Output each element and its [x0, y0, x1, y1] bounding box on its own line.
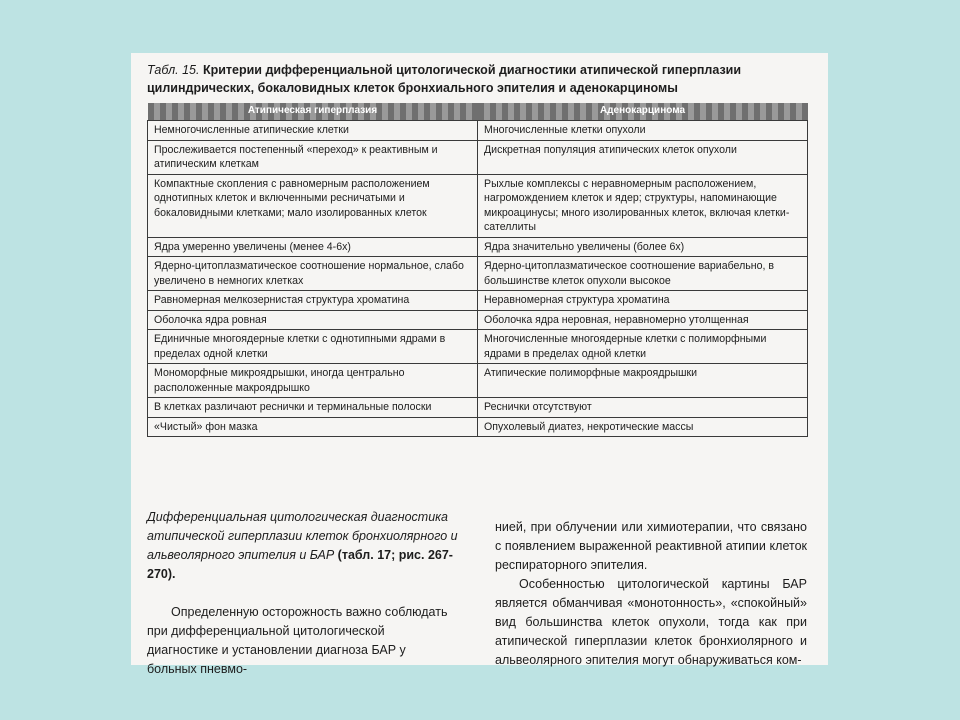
header-atypical-hyperplasia: Атипическая гиперплазия: [148, 103, 478, 121]
cell-atypical-hyperplasia: Немногочисленные атипические клетки: [148, 121, 478, 141]
cell-atypical-hyperplasia: Компактные скопления с равномерным расположением однотипных клеток и включенными ресничатыми и бокаловидными клетками; мало изолированных клеток: [148, 174, 478, 237]
left-column: [147, 508, 459, 679]
scanned-page: [131, 53, 828, 676]
table-row: [148, 398, 808, 418]
cell-adenocarcinoma: Ядра значительно увеличены (более 6х): [478, 237, 808, 257]
cell-adenocarcinoma: Дискретная популяция атипических клеток опухоли: [478, 140, 808, 174]
table-row: [148, 364, 808, 398]
right-column: [495, 518, 807, 670]
table-row: [148, 257, 808, 291]
table-caption: [147, 61, 807, 97]
table-row: [148, 121, 808, 141]
table-row: [148, 174, 808, 237]
table-row: [148, 140, 808, 174]
cell-atypical-hyperplasia: Прослеживается постепенный «переход» к реактивным и атипическим клеткам: [148, 140, 478, 174]
right-paragraph-1: нией, при облучении или химиотерапии, что связано с появлением выраженной реактивной атипии клеток респираторного эпителия.: [495, 520, 807, 572]
cell-atypical-hyperplasia: В клетках различают реснички и терминальные полоски: [148, 398, 478, 418]
table-title: Критерии дифференциальной цитологической диагностики атипической гиперплазии цилиндрических, бокаловидных клеток бронхиального эпителия и аденокарциномы: [147, 63, 742, 95]
cell-adenocarcinoma: Многочисленные клетки опухоли: [478, 121, 808, 141]
table-row: [148, 310, 808, 330]
table-header-row: [148, 103, 808, 121]
criteria-table: [147, 103, 808, 437]
cell-adenocarcinoma: Неравномерная структура хроматина: [478, 291, 808, 311]
header-adenocarcinoma: Аденокарцинома: [478, 103, 808, 121]
right-paragraph-2: Особенностью цитологической картины БАР является обманчивая «монотонность», «спокойный» вид большинства клеток опухоли, тогда как при атипической гиперплазии клеток бронхиолярного и альвеолярного эпителия могут обнаруживаться ком-: [495, 577, 807, 667]
table-row: [148, 330, 808, 364]
cell-adenocarcinoma: Многочисленные многоядерные клетки с полиморфными ядрами в пределах одной клетки: [478, 330, 808, 364]
cell-atypical-hyperplasia: Ядерно-цитоплазматическое соотношение нормальное, слабо увеличено в немногих клетках: [148, 257, 478, 291]
section-heading-reference: (табл. 17; рис. 267-270).: [147, 548, 453, 581]
cell-adenocarcinoma: Реснички отсутствуют: [478, 398, 808, 418]
table-row: [148, 291, 808, 311]
cell-adenocarcinoma: Ядерно-цитоплазматическое соотношение вариабельно, в большинстве клеток опухоли высокое: [478, 257, 808, 291]
cell-adenocarcinoma: Оболочка ядра неровная, неравномерно утолщенная: [478, 310, 808, 330]
table-body: [148, 121, 808, 437]
cell-atypical-hyperplasia: Единичные многоядерные клетки с однотипными ядрами в пределах одной клетки: [148, 330, 478, 364]
cell-atypical-hyperplasia: Мономорфные микроядрышки, иногда центрально расположенные макроядрышко: [148, 364, 478, 398]
cell-atypical-hyperplasia: Ядра умеренно увеличены (менее 4-6х): [148, 237, 478, 257]
section-heading: [147, 508, 459, 584]
cell-atypical-hyperplasia: Равномерная мелкозернистая структура хроматина: [148, 291, 478, 311]
table-label: Табл. 15.: [147, 63, 200, 77]
table-row: [148, 237, 808, 257]
left-paragraph: Определенную осторожность важно соблюдать при дифференциальной цитологической диагностике и установлении диагноза БАР у больных пневмо-: [147, 605, 448, 676]
cell-atypical-hyperplasia: «Чистый» фон мазка: [148, 417, 478, 437]
cell-adenocarcinoma: Рыхлые комплексы с неравномерным расположением, нагромождением клеток и ядер; структуры, напоминающие микроацинусы; много изолированных клеток, включая клетки-сателлиты: [478, 174, 808, 237]
cell-atypical-hyperplasia: Оболочка ядра ровная: [148, 310, 478, 330]
cell-adenocarcinoma: Опухолевый диатез, некротические массы: [478, 417, 808, 437]
cell-adenocarcinoma: Атипические полиморфные макроядрышки: [478, 364, 808, 398]
section-heading-text: Дифференциальная цитологическая диагностика атипической гиперплазии клеток бронхиолярного и альвеолярного эпителия и БАР: [147, 510, 458, 562]
table-row: [148, 417, 808, 437]
